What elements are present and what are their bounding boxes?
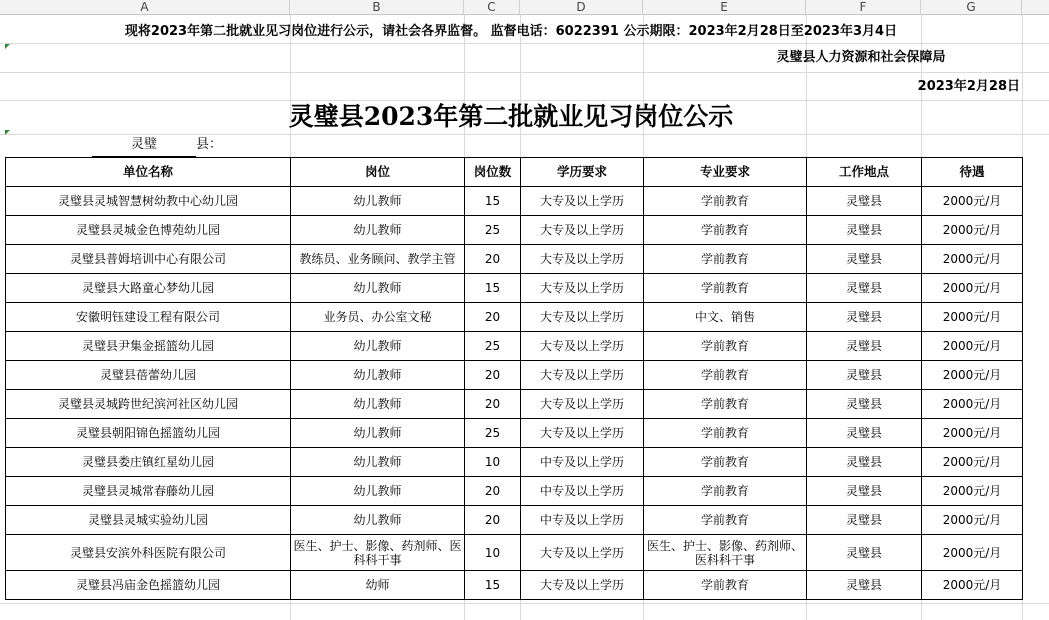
cell-position[interactable]: 教练员、业务顾问、教学主管 bbox=[291, 245, 465, 274]
cell-location[interactable]: 灵璧县 bbox=[807, 506, 922, 535]
cell-unit[interactable]: 灵璧县娄庄镇红星幼儿园 bbox=[6, 448, 291, 477]
cell-pay[interactable]: 2000元/月 bbox=[922, 274, 1023, 303]
cell-major[interactable]: 学前教育 bbox=[644, 361, 807, 390]
cell-major[interactable]: 学前教育 bbox=[644, 274, 807, 303]
cell-count[interactable]: 20 bbox=[465, 506, 521, 535]
cell-major[interactable]: 学前教育 bbox=[644, 477, 807, 506]
cell-pay[interactable]: 2000元/月 bbox=[922, 245, 1023, 274]
header-pay[interactable]: 待遇 bbox=[922, 158, 1023, 187]
table-row bbox=[6, 390, 1023, 419]
cell-count[interactable]: 25 bbox=[465, 216, 521, 245]
cell-count[interactable]: 10 bbox=[465, 448, 521, 477]
cell-unit[interactable]: 灵璧县尹集金摇篮幼儿园 bbox=[6, 332, 291, 361]
positions-table bbox=[5, 157, 1023, 600]
cell-major[interactable]: 学前教育 bbox=[644, 448, 807, 477]
table-row bbox=[6, 216, 1023, 245]
cell-position[interactable]: 业务员、办公室文秘 bbox=[291, 303, 465, 332]
cell-position[interactable]: 幼儿教师 bbox=[291, 361, 465, 390]
cell-count[interactable]: 20 bbox=[465, 303, 521, 332]
table-row bbox=[6, 245, 1023, 274]
cell-major[interactable]: 学前教育 bbox=[644, 571, 807, 600]
cell-position[interactable]: 幼儿教师 bbox=[291, 274, 465, 303]
cell-location[interactable]: 灵璧县 bbox=[807, 535, 922, 571]
table-row bbox=[6, 506, 1023, 535]
cell-pay[interactable]: 2000元/月 bbox=[922, 332, 1023, 361]
cell-unit[interactable]: 灵璧县蓓蕾幼儿园 bbox=[6, 361, 291, 390]
cell-unit[interactable]: 灵璧县大路童心梦幼儿园 bbox=[6, 274, 291, 303]
cell-unit[interactable]: 灵璧县灵城常春藤幼儿园 bbox=[6, 477, 291, 506]
page-title[interactable]: 灵璧县2023年第二批就业见习岗位公示 bbox=[288, 102, 734, 131]
cell-pay[interactable]: 2000元/月 bbox=[922, 419, 1023, 448]
cell-unit[interactable]: 灵璧县朝阳锦色摇篮幼儿园 bbox=[6, 419, 291, 448]
cell-count[interactable]: 10 bbox=[465, 535, 521, 571]
cell-count[interactable]: 15 bbox=[465, 187, 521, 216]
cell-education[interactable]: 大专及以上学历 bbox=[521, 390, 644, 419]
cell-unit[interactable]: 灵璧县灵城跨世纪滨河社区幼儿园 bbox=[6, 390, 291, 419]
cell-position[interactable]: 幼儿教师 bbox=[291, 216, 465, 245]
cell-position[interactable]: 幼儿教师 bbox=[291, 506, 465, 535]
cell-count[interactable]: 20 bbox=[465, 361, 521, 390]
header-position[interactable]: 岗位 bbox=[291, 158, 465, 187]
table-row bbox=[6, 361, 1023, 390]
table-row bbox=[6, 535, 1023, 571]
cell-position[interactable]: 幼儿教师 bbox=[291, 332, 465, 361]
cell-position[interactable]: 幼儿教师 bbox=[291, 390, 465, 419]
cell-location[interactable]: 灵璧县 bbox=[807, 477, 922, 506]
table-row bbox=[6, 332, 1023, 361]
cell-education[interactable]: 中专及以上学历 bbox=[521, 448, 644, 477]
cell-unit[interactable]: 安徽明钰建设工程有限公司 bbox=[6, 303, 291, 332]
cell-location[interactable]: 灵璧县 bbox=[807, 332, 922, 361]
cell-location[interactable]: 灵璧县 bbox=[807, 361, 922, 390]
cell-location[interactable]: 灵璧县 bbox=[807, 303, 922, 332]
cell-education[interactable]: 中专及以上学历 bbox=[521, 477, 644, 506]
cell-education[interactable]: 大专及以上学历 bbox=[521, 245, 644, 274]
cell-location[interactable]: 灵璧县 bbox=[807, 245, 922, 274]
cell-position[interactable]: 幼师 bbox=[291, 571, 465, 600]
cell-count[interactable]: 20 bbox=[465, 390, 521, 419]
cell-count[interactable]: 15 bbox=[465, 274, 521, 303]
cell-unit[interactable]: 灵璧县灵城智慧树幼教中心幼儿园 bbox=[6, 187, 291, 216]
cell-comment-marker bbox=[5, 44, 10, 49]
county-suffix: 县： bbox=[196, 137, 223, 152]
table-header-row bbox=[6, 158, 1023, 187]
header-major[interactable]: 专业要求 bbox=[644, 158, 807, 187]
cell-pay[interactable]: 2000元/月 bbox=[922, 448, 1023, 477]
cell-unit[interactable]: 灵璧县灵城实验幼儿园 bbox=[6, 506, 291, 535]
column-header-e[interactable]: E bbox=[643, 0, 806, 14]
cell-major[interactable]: 学前教育 bbox=[644, 390, 807, 419]
header-location[interactable]: 工作地点 bbox=[807, 158, 922, 187]
cell-unit[interactable]: 灵璧县灵城金色博苑幼儿园 bbox=[6, 216, 291, 245]
cell-location[interactable]: 灵璧县 bbox=[807, 187, 922, 216]
cell-major[interactable]: 学前教育 bbox=[644, 245, 807, 274]
org-cell[interactable]: 灵璧县人力资源和社会保障局 bbox=[776, 50, 946, 65]
cell-position[interactable]: 幼儿教师 bbox=[291, 448, 465, 477]
cell-education[interactable]: 大专及以上学历 bbox=[521, 361, 644, 390]
cell-education[interactable]: 大专及以上学历 bbox=[521, 332, 644, 361]
cell-position[interactable]: 幼儿教师 bbox=[291, 187, 465, 216]
cell-pay[interactable]: 2000元/月 bbox=[922, 535, 1023, 571]
cell-count[interactable]: 15 bbox=[465, 571, 521, 600]
table-row bbox=[6, 187, 1023, 216]
column-header-a[interactable]: A bbox=[0, 0, 290, 14]
date-cell[interactable]: 2023年2月28日 bbox=[917, 79, 1020, 94]
table-row bbox=[6, 571, 1023, 600]
cell-education[interactable]: 大专及以上学历 bbox=[521, 303, 644, 332]
cell-location[interactable]: 灵璧县 bbox=[807, 448, 922, 477]
header-education[interactable]: 学历要求 bbox=[521, 158, 644, 187]
cell-location[interactable]: 灵璧县 bbox=[807, 419, 922, 448]
header-count[interactable]: 岗位数 bbox=[465, 158, 521, 187]
cell-major[interactable]: 医生、护士、影像、药剂师、医科科干事 bbox=[644, 535, 807, 571]
table-row bbox=[6, 419, 1023, 448]
cell-count[interactable]: 25 bbox=[465, 332, 521, 361]
cell-education[interactable]: 大专及以上学历 bbox=[521, 274, 644, 303]
cell-education[interactable]: 中专及以上学历 bbox=[521, 506, 644, 535]
cell-pay[interactable]: 2000元/月 bbox=[922, 303, 1023, 332]
cell-count[interactable]: 25 bbox=[465, 419, 521, 448]
cell-pay[interactable]: 2000元/月 bbox=[922, 361, 1023, 390]
cell-unit[interactable]: 灵璧县普姆培训中心有限公司 bbox=[6, 245, 291, 274]
cell-count[interactable]: 20 bbox=[465, 245, 521, 274]
column-header-bar bbox=[0, 0, 1049, 15]
gridline bbox=[0, 603, 1049, 604]
cell-pay[interactable]: 2000元/月 bbox=[922, 187, 1023, 216]
cell-major[interactable]: 学前教育 bbox=[644, 187, 807, 216]
cell-position[interactable]: 医生、护士、影像、药剂师、医科科干事 bbox=[291, 535, 465, 571]
cell-education[interactable]: 大专及以上学历 bbox=[521, 187, 644, 216]
column-header-c[interactable]: C bbox=[464, 0, 520, 14]
column-header-h[interactable] bbox=[1022, 0, 1049, 14]
county-cell[interactable] bbox=[92, 134, 222, 156]
cell-pay[interactable]: 2000元/月 bbox=[922, 216, 1023, 245]
cell-count[interactable]: 20 bbox=[465, 477, 521, 506]
cell-location[interactable]: 灵璧县 bbox=[807, 390, 922, 419]
notice-cell[interactable]: 现将2023年第二批就业见习岗位进行公示，请社会各界监督。 监督电话：6022391 公示期限：2023年2月28日至2023年3月4日 bbox=[124, 23, 898, 39]
table-row bbox=[6, 274, 1023, 303]
county-name: 灵璧 bbox=[92, 134, 196, 157]
cell-education[interactable]: 大专及以上学历 bbox=[521, 216, 644, 245]
table-row bbox=[6, 477, 1023, 506]
cell-unit[interactable]: 灵璧县安滨外科医院有限公司 bbox=[6, 535, 291, 571]
column-header-g[interactable]: G bbox=[921, 0, 1022, 14]
column-header-f[interactable]: F bbox=[806, 0, 921, 14]
cell-major[interactable]: 学前教育 bbox=[644, 419, 807, 448]
cell-major[interactable]: 学前教育 bbox=[644, 332, 807, 361]
cell-pay[interactable]: 2000元/月 bbox=[922, 477, 1023, 506]
cell-education[interactable]: 大专及以上学历 bbox=[521, 571, 644, 600]
cell-location[interactable]: 灵璧县 bbox=[807, 216, 922, 245]
cell-location[interactable]: 灵璧县 bbox=[807, 274, 922, 303]
cell-position[interactable]: 幼儿教师 bbox=[291, 477, 465, 506]
cell-major[interactable]: 学前教育 bbox=[644, 216, 807, 245]
table-row bbox=[6, 448, 1023, 477]
cell-unit[interactable]: 灵璧县冯庙金色摇篮幼儿园 bbox=[6, 571, 291, 600]
column-header-b[interactable]: B bbox=[290, 0, 464, 14]
cell-pay[interactable]: 2000元/月 bbox=[922, 390, 1023, 419]
cell-location[interactable]: 灵璧县 bbox=[807, 571, 922, 600]
cell-major[interactable]: 学前教育 bbox=[644, 506, 807, 535]
cell-education[interactable]: 大专及以上学历 bbox=[521, 419, 644, 448]
column-header-d[interactable]: D bbox=[520, 0, 643, 14]
cell-pay[interactable]: 2000元/月 bbox=[922, 571, 1023, 600]
table-row bbox=[6, 303, 1023, 332]
cell-position[interactable]: 幼儿教师 bbox=[291, 419, 465, 448]
cell-major[interactable]: 中文、销售 bbox=[644, 303, 807, 332]
cell-education[interactable]: 大专及以上学历 bbox=[521, 535, 644, 571]
header-unit-name[interactable]: 单位名称 bbox=[6, 158, 291, 187]
cell-pay[interactable]: 2000元/月 bbox=[922, 506, 1023, 535]
